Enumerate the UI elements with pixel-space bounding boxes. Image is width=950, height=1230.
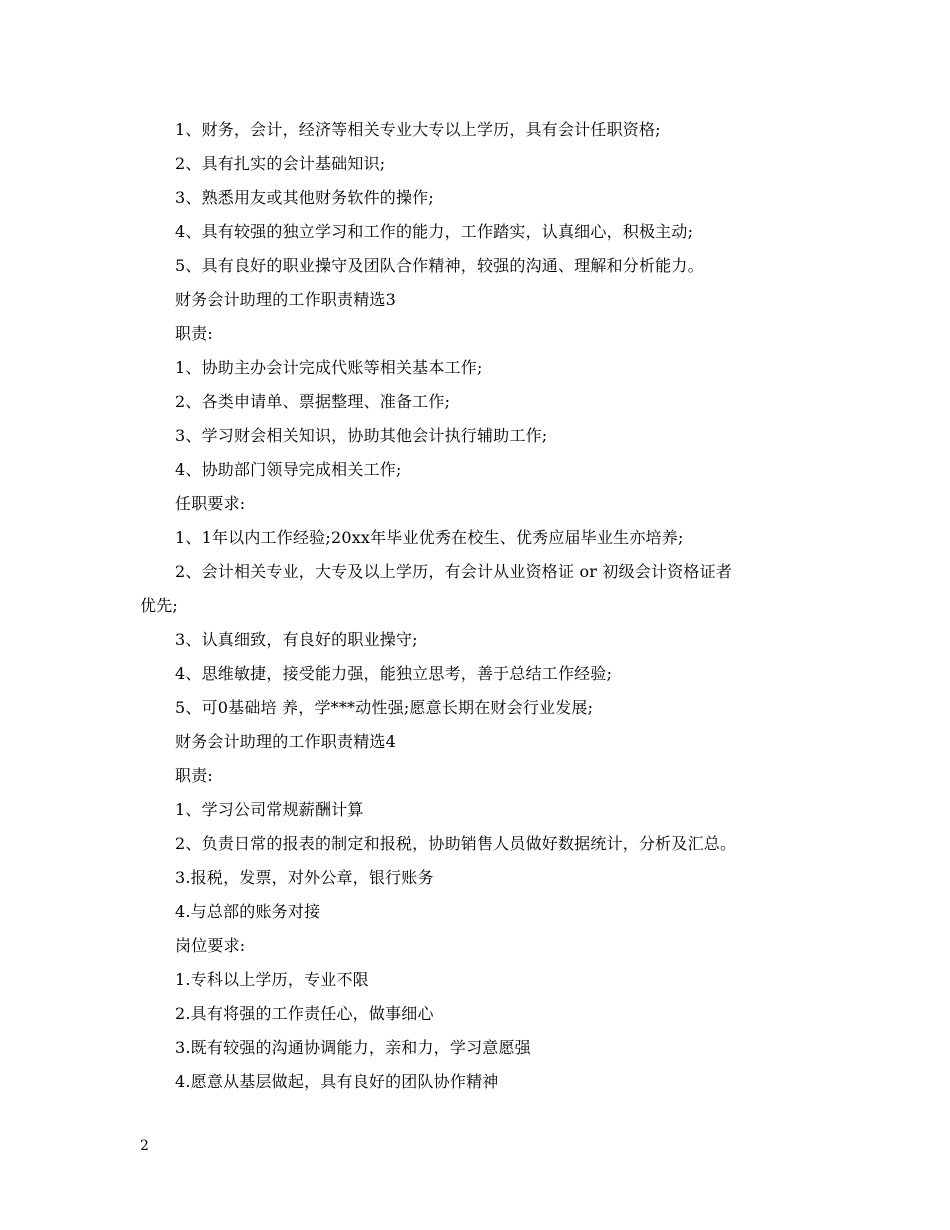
page-number: 2 [140, 1138, 149, 1154]
text-line: 2、会计相关专业，大专及以上学历，有会计从业资格证 or 初级会计资格证者 [175, 562, 733, 581]
text-line: 2、具有扎实的会计基础知识; [175, 154, 386, 173]
section-heading: 财务会计助理的工作职责精选3 [175, 290, 396, 309]
text-line: 2、各类申请单、票据整理、准备工作; [175, 392, 451, 411]
document-body [140, 113, 820, 1099]
subsection-heading: 任职要求: [175, 494, 246, 513]
text-line: 4、具有较强的独立学习和工作的能力，工作踏实，认真细心，积极主动; [175, 222, 694, 241]
text-line: 3、学习财会相关知识，协助其他会计执行辅助工作; [175, 426, 548, 445]
subsection-heading: 岗位要求: [175, 936, 246, 955]
text-line: 3、认真细致，有良好的职业操守; [175, 630, 418, 649]
subsection-heading: 职责: [175, 324, 213, 343]
text-line: 4.与总部的账务对接 [175, 902, 321, 921]
text-line: 3、熟悉用友或其他财务软件的操作; [175, 188, 434, 207]
text-line: 5、具有良好的职业操守及团队合作精神，较强的沟通、理解和分析能力。 [175, 256, 704, 275]
text-line: 4.愿意从基层做起，具有良好的团队协作精神 [175, 1072, 499, 1091]
text-line: 5、可0基础培 养，学***动性强;愿意长期在财会行业发展; [175, 698, 594, 717]
text-line: 2、负责日常的报表的制定和报税，协助销售人员做好数据统计，分析及汇总。 [175, 834, 737, 853]
text-line: 4、协助部门领导完成相关工作; [175, 460, 402, 479]
text-line: 2.具有将强的工作责任心，做事细心 [175, 1004, 434, 1023]
text-line: 3.既有较强的沟通协调能力，亲和力，学习意愿强 [175, 1038, 531, 1057]
text-line: 4、思维敏捷，接受能力强，能独立思考，善于总结工作经验; [175, 664, 613, 683]
text-line: 1、协助主办会计完成代账等相关基本工作; [175, 358, 483, 377]
text-line: 1、学习公司常规薪酬计算 [175, 800, 364, 819]
text-line: 3.报税，发票，对外公章，银行账务 [175, 868, 434, 887]
text-line: 1、财务，会计，经济等相关专业大专以上学历，具有会计任职资格; [175, 120, 661, 139]
section-heading: 财务会计助理的工作职责精选4 [175, 732, 396, 751]
text-line-continuation: 优先; [140, 596, 178, 615]
text-line: 1.专科以上学历，专业不限 [175, 970, 369, 989]
subsection-heading: 职责: [175, 766, 213, 785]
text-line: 1、1年以内工作经验;20xx年毕业优秀在校生、优秀应届毕业生亦培养; [175, 528, 684, 547]
